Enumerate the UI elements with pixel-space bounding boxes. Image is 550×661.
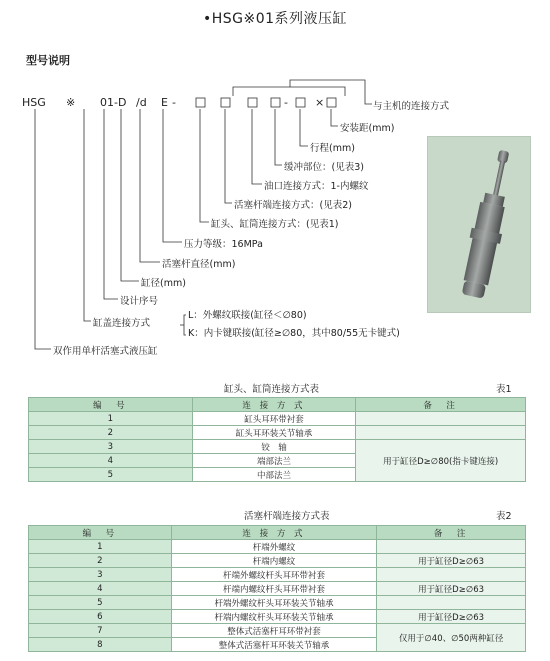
cell-method: 杆端内螺纹: [171, 554, 377, 568]
label-stroke: 行程(mm): [310, 143, 355, 154]
cell-no: 3: [29, 568, 172, 582]
page-title: •HSG※01系列液压缸: [202, 11, 348, 27]
cell-note: 用于缸径D≥∅63: [377, 554, 526, 568]
table-row: [29, 440, 526, 454]
cell-no: 5: [29, 468, 193, 482]
cell-note: [377, 540, 526, 554]
cell-no: 3: [29, 440, 193, 454]
table2-title: 活塞杆端连接方式表: [244, 511, 330, 522]
code-box-5: [296, 98, 305, 107]
th-no: 编 号: [29, 526, 172, 540]
table-row: [29, 582, 526, 596]
cell-no: 4: [29, 582, 172, 596]
label-cap-k: K：内卡键联接(缸径≥∅80，其中80/55无卡键式): [188, 328, 400, 339]
code-box-6: [327, 98, 336, 107]
table1: [28, 397, 526, 482]
cell-no: 8: [29, 638, 172, 652]
table-row: [29, 426, 526, 440]
label-pressure: 压力等级：16MPa: [184, 239, 263, 250]
table2-header: [29, 526, 526, 540]
code-01d: 01-D: [100, 96, 127, 109]
code-dash-2: -: [284, 96, 288, 109]
cell-note: 用于缸径D≥∅80(指卡键连接): [356, 440, 526, 482]
code-dash-1: -: [172, 96, 176, 109]
label-cap-l: L：外螺纹联接(缸径＜∅80): [188, 310, 307, 321]
label-cap-conn: 缸盖连接方式: [93, 318, 151, 329]
th-method: 连 接 方 式: [192, 398, 356, 412]
section-title: 型号说明: [26, 54, 70, 67]
label-head-barrel: 缸头、缸筒连接方式：(见表1): [211, 219, 339, 230]
code-box-3: [248, 98, 257, 107]
label-install-distance: 安装距(mm): [340, 123, 395, 134]
label-double-acting: 双作用单杆活塞式液压缸: [53, 346, 158, 357]
table2: [28, 525, 526, 652]
cell-note: 用于缸径D≥∅63: [377, 582, 526, 596]
cell-method: 整体式活塞杆耳环装关节轴承: [171, 638, 377, 652]
cell-method: 中部法兰: [192, 468, 356, 482]
label-oil-port: 油口连接方式：1-内螺纹: [264, 181, 369, 192]
label-rod-dia: 活塞杆直径(mm): [162, 259, 236, 270]
code-times: ×: [315, 96, 325, 109]
th-note: 备 注: [377, 526, 526, 540]
cell-method: 铰 轴: [192, 440, 356, 454]
cell-note: 用于缸径D≥∅63: [377, 610, 526, 624]
table2-tag: 表2: [496, 511, 512, 522]
label-mount-main: 与主机的连接方式: [373, 101, 450, 112]
cylinder-photo: [427, 136, 531, 313]
cell-method: 端部法兰: [192, 454, 356, 468]
label-buffer: 缓冲部位：(见表3): [284, 162, 364, 173]
code-box-1: [196, 98, 205, 107]
cell-method: 整体式活塞杆耳环带衬套: [171, 624, 377, 638]
cell-method: 杆端内螺纹杆头耳环装关节轴承: [171, 610, 377, 624]
cell-no: 6: [29, 610, 172, 624]
table1-tag: 表1: [496, 384, 512, 395]
cell-no: 7: [29, 624, 172, 638]
table-row: [29, 412, 526, 426]
cell-note: [377, 568, 526, 582]
label-bore: 缸径(mm): [141, 278, 186, 289]
cell-no: 5: [29, 596, 172, 610]
cell-no: 1: [29, 540, 172, 554]
cell-method: 缸头耳环带衬套: [192, 412, 356, 426]
cell-note: [356, 412, 526, 426]
code-box-2: [221, 98, 230, 107]
table1-header: [29, 398, 526, 412]
code-hsg: HSG: [22, 96, 46, 109]
cell-method: 杆端外螺纹杆头耳环装关节轴承: [171, 596, 377, 610]
cell-no: 2: [29, 554, 172, 568]
table-row: [29, 568, 526, 582]
cell-no: 1: [29, 412, 193, 426]
cell-method: 缸头耳环装关节轴承: [192, 426, 356, 440]
table-row: [29, 624, 526, 638]
table1-title: 缸头、缸筒连接方式表: [224, 384, 320, 395]
th-method: 连 接 方 式: [171, 526, 377, 540]
label-rod-end: 活塞杆端连接方式：(见表2): [234, 200, 352, 211]
cell-method: 杆端外螺纹: [171, 540, 377, 554]
cell-no: 4: [29, 454, 193, 468]
cell-note: [356, 426, 526, 440]
code-box-4: [271, 98, 280, 107]
cell-note: [377, 596, 526, 610]
th-note: 备 注: [356, 398, 526, 412]
cell-no: 2: [29, 426, 193, 440]
cell-method: 杆端内螺纹杆头耳环带衬套: [171, 582, 377, 596]
table-row: [29, 554, 526, 568]
cell-note: 仅用于∅40、∅50两种缸径: [377, 624, 526, 652]
table-row: [29, 540, 526, 554]
th-no: 编 号: [29, 398, 193, 412]
table-row: [29, 596, 526, 610]
code-e: E: [161, 96, 168, 109]
code-star: ※: [66, 96, 76, 109]
cell-method: 杆端外螺纹杆头耳环带衬套: [171, 568, 377, 582]
label-design-seq: 设计序号: [120, 296, 159, 307]
table-row: [29, 610, 526, 624]
code-slash-d: /d: [136, 96, 147, 109]
